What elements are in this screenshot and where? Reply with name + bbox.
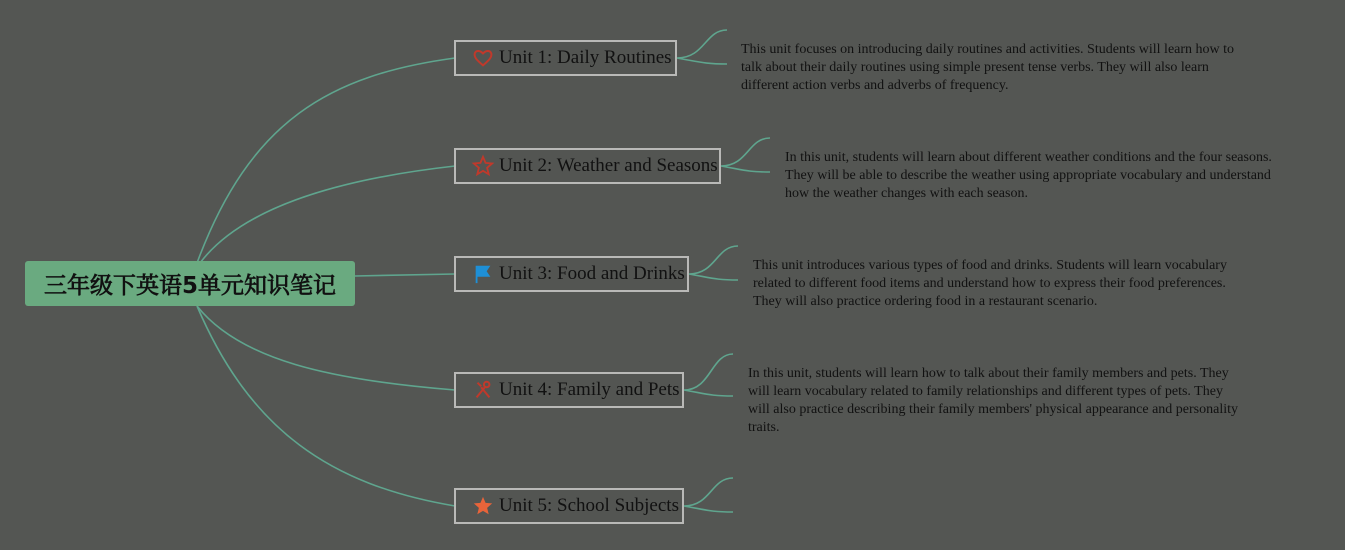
fork-unit5 xyxy=(684,478,733,512)
star-outline-icon xyxy=(472,155,494,177)
link-root-unit1 xyxy=(197,58,455,263)
root-topic[interactable] xyxy=(25,261,355,306)
unit-node-3[interactable] xyxy=(454,256,689,292)
unit-description-4: In this unit, students will learn how to talk about their family members and pets. They will learn vocabulary related to family relationships and different types of pets. They will also practice describing their family members' physical appearance and personality traits. xyxy=(748,366,1239,435)
unit-description-1: This unit focuses on introducing daily routines and activities. Students will learn how to talk about their daily routines using simple present tense verbs. They will also learn different action verbs and adverbs of frequency. xyxy=(741,42,1235,93)
heart-outline-icon xyxy=(472,47,494,69)
unit-node-5[interactable] xyxy=(454,488,684,524)
unit-node-4[interactable] xyxy=(454,372,684,408)
link-root-unit3 xyxy=(355,274,455,276)
flag-icon xyxy=(472,263,494,285)
unit-description-3: This unit introduces various types of food and drinks. Students will learn vocabulary related to different food items and understand how to express their food preferences. They will also practice ordering food in a restaurant scenario. xyxy=(753,258,1227,309)
link-root-unit5 xyxy=(197,306,455,506)
unit-title: Unit 4: Family and Pets xyxy=(499,379,680,400)
fork-unit3 xyxy=(689,246,738,280)
unit-title: Unit 3: Food and Drinks xyxy=(499,263,685,284)
link-root-unit2 xyxy=(200,166,455,263)
fork-unit2 xyxy=(721,138,770,172)
star-filled-icon xyxy=(472,495,494,517)
unit-node-1[interactable] xyxy=(454,40,677,76)
fork-unit1 xyxy=(677,30,727,64)
unit-title: Unit 1: Daily Routines xyxy=(499,47,672,68)
root-title: 三年级下英语5单元知识笔记 xyxy=(43,273,336,299)
unit-title: Unit 2: Weather and Seasons xyxy=(499,155,718,176)
unit-description-2: In this unit, students will learn about different weather conditions and the four seasons. They will be able to describe the weather using appropriate vocabulary and understand how the weather changes with each season. xyxy=(785,150,1272,201)
fork-unit4 xyxy=(684,354,733,396)
unit-title: Unit 5: School Subjects xyxy=(499,495,679,516)
tools-icon xyxy=(472,379,494,401)
unit-node-2[interactable] xyxy=(454,148,721,184)
